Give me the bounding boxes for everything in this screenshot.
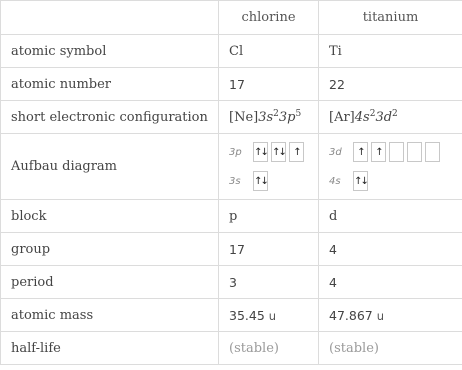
chlorine-block: p	[219, 200, 319, 233]
row-electronic-configuration	[1, 101, 462, 134]
titanium-atomic-symbol: Ti	[319, 35, 462, 68]
row-block	[1, 200, 462, 233]
row-label: half-life	[1, 332, 219, 365]
config-count: 2	[369, 108, 376, 119]
row-period	[1, 266, 462, 299]
orbital-box	[425, 142, 440, 162]
config-count: 2	[273, 108, 279, 119]
orbital-box: ↑	[371, 142, 386, 162]
config-orbital: 3s	[258, 109, 274, 125]
row-label: Aufbau diagram	[1, 134, 219, 200]
config-core: [Ne]	[229, 109, 259, 125]
titanium-group: 4	[319, 233, 462, 266]
mass-unit: u	[268, 308, 277, 323]
chlorine-electron-config	[219, 101, 319, 134]
config-orbital: 3p	[278, 109, 296, 125]
orbital-box: ↑	[289, 142, 304, 162]
config-core: [Ar]	[329, 109, 355, 125]
config-orbital: 4s	[354, 109, 370, 125]
orbital-box: ↑↓	[353, 171, 368, 191]
orbital-line	[229, 171, 318, 191]
chlorine-atomic-symbol: Cl	[219, 35, 319, 68]
chlorine-aufbau-diagram	[219, 134, 319, 200]
row-group	[1, 233, 462, 266]
orbital-box: ↑↓	[253, 142, 268, 162]
row-atomic-mass	[1, 299, 462, 332]
orbital-label: 3s	[229, 175, 241, 187]
orbital-label: 4s	[329, 175, 341, 187]
titanium-block: d	[319, 200, 462, 233]
chlorine-atomic-mass	[219, 299, 319, 332]
chlorine-atomic-number: 17	[219, 68, 319, 101]
row-label: group	[1, 233, 219, 266]
header-row	[1, 1, 462, 35]
orbital-label: 3p	[229, 146, 242, 158]
row-label: atomic symbol	[1, 35, 219, 68]
chlorine-half-life: (stable)	[219, 332, 319, 365]
titanium-electron-config	[319, 101, 462, 134]
row-label: atomic mass	[1, 299, 219, 332]
mass-unit: u	[376, 308, 385, 323]
titanium-atomic-number: 22	[319, 68, 462, 101]
mass-value: 35.45	[229, 307, 265, 323]
orbital-box: ↑↓	[271, 142, 286, 162]
row-aufbau-diagram	[1, 134, 462, 200]
titanium-period: 4	[319, 266, 462, 299]
orbital-box	[389, 142, 404, 162]
column-header-chlorine: chlorine	[219, 1, 319, 35]
chlorine-period: 3	[219, 266, 319, 299]
row-label: atomic number	[1, 68, 219, 101]
column-header-titanium: titanium	[319, 1, 462, 35]
row-label: block	[1, 200, 219, 233]
row-atomic-number	[1, 68, 462, 101]
config-count: 5	[295, 108, 302, 119]
mass-value: 47.867	[329, 307, 373, 323]
chlorine-group: 17	[219, 233, 319, 266]
row-half-life	[1, 332, 462, 365]
row-label: short electronic configuration	[1, 101, 219, 134]
row-label: period	[1, 266, 219, 299]
titanium-atomic-mass	[319, 299, 462, 332]
orbital-line	[329, 142, 462, 162]
orbital-box: ↑	[353, 142, 368, 162]
orbital-line	[229, 142, 318, 162]
config-orbital: 3d	[375, 109, 393, 125]
orbital-box	[407, 142, 422, 162]
corner-cell	[1, 1, 219, 35]
orbital-box: ↑↓	[253, 171, 268, 191]
orbital-line	[329, 171, 462, 191]
row-atomic-symbol	[1, 35, 462, 68]
titanium-half-life: (stable)	[319, 332, 462, 365]
titanium-aufbau-diagram	[319, 134, 462, 200]
config-count: 2	[392, 108, 398, 119]
orbital-label: 3d	[329, 146, 342, 158]
